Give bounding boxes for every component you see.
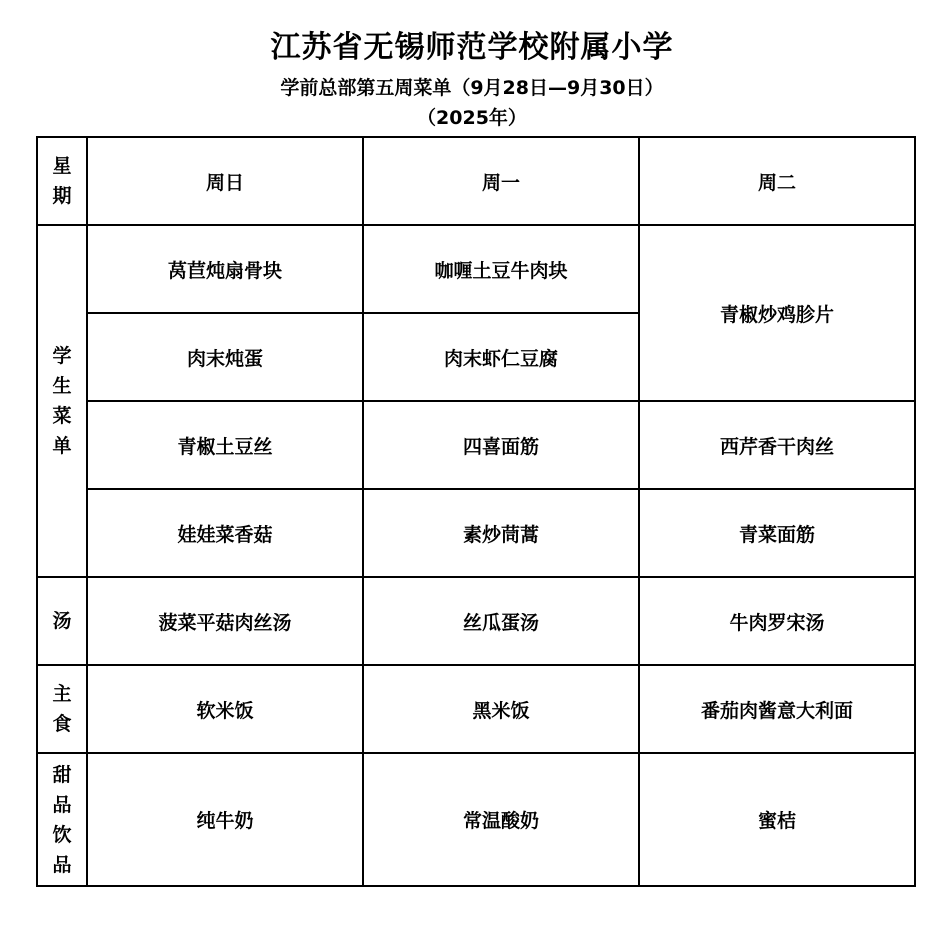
corner-cell <box>37 137 87 225</box>
day-header-sunday: 周日 <box>87 137 363 225</box>
menu-cell: 莴苣炖扇骨块 <box>87 225 363 313</box>
table-row <box>37 489 915 577</box>
dessert-drink-label-cell <box>37 753 87 886</box>
menu-subtitle: 学前总部第五周菜单（9月28日—9月30日） <box>280 77 664 99</box>
staple-label: 主食 <box>52 683 72 735</box>
dessert-drink-label: 甜品饮品 <box>52 763 72 876</box>
menu-cell: 娃娃菜香菇 <box>87 489 363 577</box>
menu-cell-merged: 青椒炒鸡胗片 <box>639 225 915 401</box>
day-header-monday: 周一 <box>363 137 639 225</box>
dessert-drink-cell: 蜜桔 <box>639 753 915 886</box>
student-menu-label: 学生菜单 <box>52 345 72 457</box>
soup-cell: 菠菜平菇肉丝汤 <box>87 577 363 665</box>
menu-year: （2025年） <box>417 107 527 129</box>
menu-cell: 肉末虾仁豆腐 <box>363 313 639 401</box>
day-header-tuesday: 周二 <box>639 137 915 225</box>
table-row <box>37 401 915 489</box>
soup-cell: 牛肉罗宋汤 <box>639 577 915 665</box>
student-menu-label-cell <box>37 225 87 577</box>
staple-row <box>37 665 915 753</box>
table-row <box>37 225 915 313</box>
menu-cell: 青椒土豆丝 <box>87 401 363 489</box>
menu-cell: 西芹香干肉丝 <box>639 401 915 489</box>
school-title: 江苏省无锡师范学校附属小学 <box>270 30 674 65</box>
menu-cell: 四喜面筋 <box>363 401 639 489</box>
menu-cell: 青菜面筋 <box>639 489 915 577</box>
staple-cell: 番茄肉酱意大利面 <box>639 665 915 753</box>
soup-label: 汤 <box>52 610 72 632</box>
dessert-drink-cell: 纯牛奶 <box>87 753 363 886</box>
menu-cell: 素炒茼蒿 <box>363 489 639 577</box>
weekday-label: 星期 <box>52 155 72 207</box>
soup-cell: 丝瓜蛋汤 <box>363 577 639 665</box>
dessert-drink-row <box>37 753 915 886</box>
dessert-drink-cell: 常温酸奶 <box>363 753 639 886</box>
soup-label-cell <box>37 577 87 665</box>
soup-row <box>37 577 915 665</box>
staple-label-cell <box>37 665 87 753</box>
menu-cell: 肉末炖蛋 <box>87 313 363 401</box>
weekly-menu-table <box>36 136 916 887</box>
day-header-row <box>37 137 915 225</box>
staple-cell: 黑米饭 <box>363 665 639 753</box>
staple-cell: 软米饭 <box>87 665 363 753</box>
menu-cell: 咖喱土豆牛肉块 <box>363 225 639 313</box>
